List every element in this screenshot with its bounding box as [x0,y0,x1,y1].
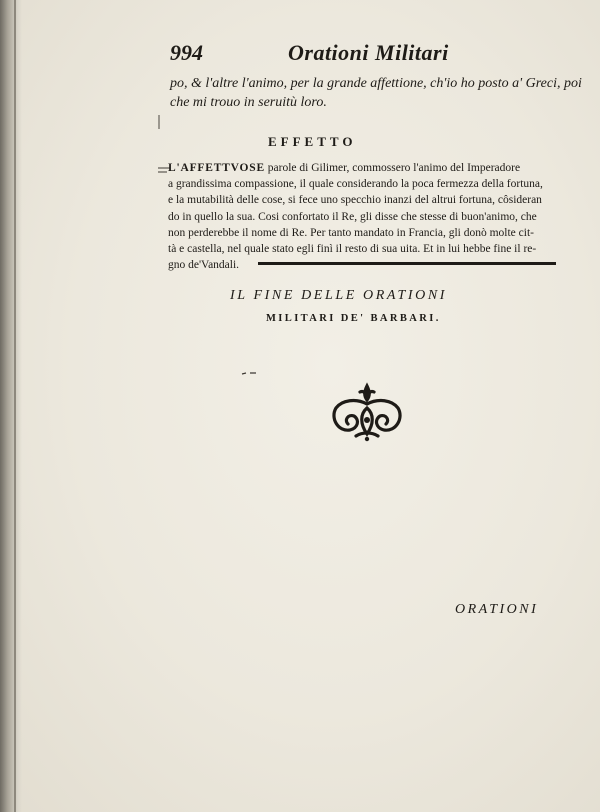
running-title: Orationi Militari [288,40,449,65]
marginal-mark [156,115,162,129]
text-line [168,160,566,176]
continuation-text [170,74,582,112]
fleuron-ornament [326,378,408,442]
text-line: gno de'Vandali. [168,259,240,272]
text-line: che mi trouo in seruitù loro. [170,95,327,110]
section-rule [258,262,556,265]
closing-title: IL FINE DELLE ORATIONI [230,288,448,303]
gutter-edge [14,0,16,812]
text-line-rest: parole di Gilimer, commossero l'animo del Imperadore [267,162,521,174]
text-line: po, & l'altre l'animo, per la grande affettione, ch'io ho posto a' Greci, poi [170,76,582,91]
text-line: e la mutabilità delle cose, si fece uno specchio inanzi del altrui fortuna, côsideran [168,194,542,207]
text-line: non perderebbe il nome di Re. Per tanto mandato in Francia, gli donò molte cit- [168,226,534,239]
effetto-paragraph [168,160,566,273]
text-line: a grandissima compassione, il quale considerando la poca fermezza della fortuna, [168,178,543,191]
text-line: tà e castella, nel quale stato egli finì il resto di sua uita. Et in lui hebbe fine il re- [168,243,537,256]
closing-subtitle: MILITARI DE' BARBARI. [266,313,441,324]
ink-smudge [241,370,257,376]
binding-gutter [0,0,22,812]
text-line: do in quello la sua. Cosi confortato il Re, gli disse che stesse di buon'animo, che [168,210,537,223]
section-heading: EFFETTO [268,134,357,149]
lead-word: L'AFFETTVOSE [168,162,265,174]
catchword: ORATIONI [455,602,539,617]
running-head [170,40,580,70]
page-number: 994 [170,40,203,65]
